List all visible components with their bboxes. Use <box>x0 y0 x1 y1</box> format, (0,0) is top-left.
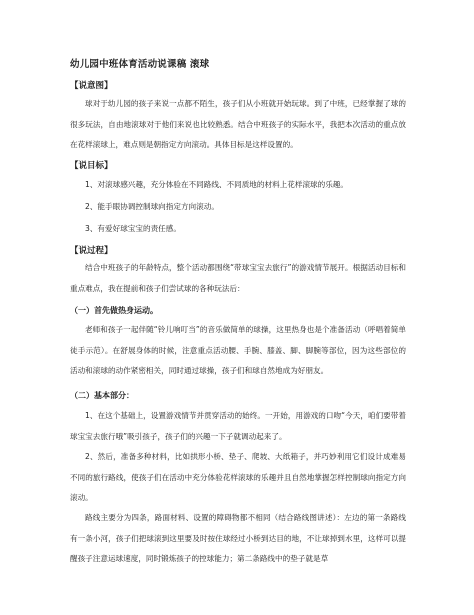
document-title: 幼儿园中班体育活动说课稿 滚球 <box>70 59 210 70</box>
section-heading-process: 【说过程】 <box>70 246 113 256</box>
part2-heading: （二）基本部分： <box>70 391 134 400</box>
section-heading-goals: 【说目标】 <box>70 161 113 171</box>
goal-item: 3、有爱好球宝宝的责任感。 <box>85 224 181 233</box>
part2-paragraph-3: 路线主要分为四条，路面材料、设置的障碍物都不相同（结合路线图讲述）：左边的第一条路线有一条小河，孩子们把球滚到这里要及时按住球经过小桥到达目的地，不让球掉到水里，这样可以提醒孩子注意运球速度，同时锻炼孩子的控球能力；第二条路线中的垫子就是草 <box>70 513 406 563</box>
part1-paragraph: 老师和孩子一起伴随“铃儿响叮当”的音乐做简单的球操，这里热身也是个准备活动（呼唱着简单徒手示范）。在舒展身体的时候，注意重点活动腰、手腕、膝盖、脚、脚腕等部位，因为这些部位的活动和滚球的动作紧密相关，同时通过球操，孩子们和球自然地成为好朋友。 <box>70 325 406 375</box>
part2-paragraph-1: 1、在这个基础上，设置游戏情节并贯穿活动的始终。一开始，用游戏的口吻“今天，咱们要带着球宝宝去旅行哦”吸引孩子，孩子们的兴趣一下子就调动起来了。 <box>70 411 406 441</box>
process-intro-paragraph: 结合中班孩子的年龄特点，整个活动都围绕“带球宝宝去旅行”的游戏情节展开。根据活动目标和重点难点，我在提前和孩子们尝试球的各种玩法后： <box>70 263 406 293</box>
part1-heading: （一）首先做热身运动。 <box>70 306 158 315</box>
section-heading-intent: 【说意图】 <box>70 81 113 91</box>
intent-paragraph: 球对于幼儿园的孩子来说一点都不陌生，孩子们从小班就开始玩球。到了中班，已经掌握了球的很多玩法，自由地滚球对于他们来说也比较熟悉。结合中班孩子的实际水平，我把本次活动的重点放在花样滚球上，难点则是朝指定方向滚动。具体目标是这样设置的。 <box>70 99 406 149</box>
goal-item: 1、对滚球感兴趣，充分体验在不同路线、不同质地的材料上花样滚球的乐趣。 <box>85 180 349 189</box>
part2-paragraph-2: 2、然后，准备多种材料，比如拱形小桥、垫子、爬坡、大纸箱子，并巧妙利用它们设计成难易不同的旅行路线，使孩子们在活动中充分体验花样滚球的乐趣并且自然地掌握怎样控制球向指定方向滚动。 <box>70 452 406 502</box>
goal-item: 2、能手眼协调控制球向指定方向滚动。 <box>85 202 219 211</box>
